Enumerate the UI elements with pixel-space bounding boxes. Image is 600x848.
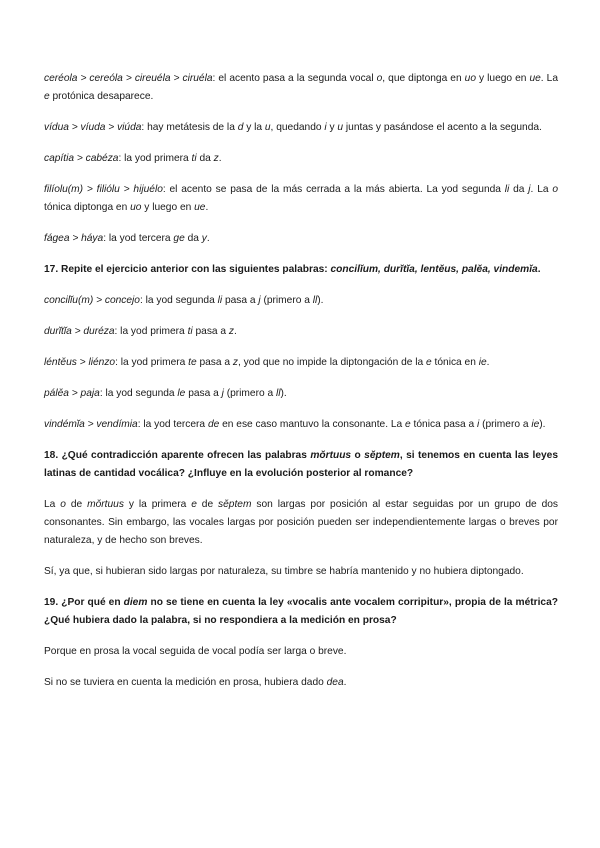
italic-text: capítia > cabéza: [44, 153, 119, 164]
text-segment: : la yod primera: [114, 326, 188, 337]
italic-text: ti: [187, 326, 193, 337]
text-segment: .: [343, 677, 347, 688]
text-segment: pasa a: [222, 295, 259, 306]
text-segment: tónica diptonga en: [44, 202, 131, 213]
text-segment: , que diptonga en: [382, 73, 465, 84]
text-segment: tónica pasa a: [410, 419, 477, 430]
answer-paragraph: [44, 150, 558, 168]
italic-text: uo: [130, 202, 142, 213]
italic-text: e: [405, 419, 411, 430]
italic-text: o: [60, 499, 66, 510]
text-segment: de: [65, 499, 88, 510]
italic-text: e: [191, 499, 197, 510]
italic-text: te: [188, 357, 197, 368]
text-segment: o: [351, 450, 365, 461]
italic-text: concilĭu(m) > concejo: [44, 295, 140, 306]
italic-text: j: [221, 388, 224, 399]
italic-text: vídua > víuda > viúda: [44, 122, 142, 133]
italic-text: u: [264, 122, 271, 133]
text-segment: : la yod segunda: [139, 295, 218, 306]
text-segment: Si no se tuviera en cuenta la medición en prosa, hubiera dado: [44, 677, 327, 688]
italic-text: ti: [191, 153, 197, 164]
text-segment: ).: [317, 295, 324, 306]
italic-text: durĭtĭa > duréza: [44, 326, 115, 337]
text-segment: (primero a: [223, 388, 276, 399]
text-segment: pasa a: [196, 357, 233, 368]
answer-paragraph: [44, 119, 558, 137]
text-segment: : hay metátesis de la: [141, 122, 238, 133]
text-segment: y la: [243, 122, 265, 133]
italic-text: o: [552, 184, 559, 195]
italic-text: i: [324, 122, 327, 133]
italic-text: z: [228, 326, 234, 337]
text-segment: .: [205, 202, 209, 213]
italic-text: y: [201, 233, 207, 244]
text-segment: .: [234, 326, 237, 337]
text-segment: juntas y pasándose el acento a la segunda.: [343, 122, 542, 133]
text-segment: , quedando: [270, 122, 325, 133]
italic-text: filíolu(m) > filiólu > hijuélo: [44, 184, 163, 195]
question-heading: [44, 447, 558, 483]
italic-text: u: [337, 122, 344, 133]
italic-text: mŏrtuus: [310, 450, 352, 461]
italic-text: ue: [529, 73, 541, 84]
text-segment: .: [537, 264, 541, 275]
text-segment: , si tenemos en cuenta las leyes latinas de cantidad vocálica? ¿Influye en la evolución posterior al romance?: [44, 450, 558, 479]
italic-text: de: [207, 419, 220, 430]
italic-text: mŏrtuus: [87, 499, 124, 510]
text-segment: son largas por posición al estar seguidas por un grupo de dos consonantes. Sin embargo, las vocales largas por posición pueden ser independientemente largas o breves por naturaleza, y de hecho son breves.: [44, 499, 559, 546]
question-heading: [44, 594, 558, 630]
text-segment: . La: [540, 73, 558, 84]
text-segment: (primero a: [479, 419, 532, 430]
text-segment: protónica desaparece.: [49, 91, 154, 102]
italic-text: ceréola > cereóla > cireuéla > ciruéla: [44, 73, 213, 84]
text-segment: La: [44, 499, 61, 510]
text-segment: .: [206, 233, 210, 244]
text-segment: : la yod primera: [115, 357, 189, 368]
italic-text: ge: [173, 233, 185, 244]
italic-text: pálĕa > paja: [44, 388, 100, 399]
italic-text: i: [476, 419, 480, 430]
text-segment: : el acento se pasa de la más cerrada a la más abierta. La yod segunda: [162, 184, 505, 195]
answer-paragraph: [44, 385, 558, 403]
answer-paragraph: [44, 674, 558, 692]
text-segment: en ese caso mantuvo la consonante. La: [219, 419, 406, 430]
text-segment: pasa a: [185, 388, 222, 399]
answer-paragraph: [44, 496, 558, 550]
italic-text: d: [237, 122, 244, 133]
italic-text: li: [217, 295, 223, 306]
italic-text: e: [44, 91, 50, 102]
text-segment: da: [184, 233, 202, 244]
italic-text: z: [213, 153, 219, 164]
italic-text: o: [376, 73, 383, 84]
text-segment: . La: [530, 184, 553, 195]
text-segment: y luego en: [476, 73, 530, 84]
italic-text: léntĕus > liénzo: [44, 357, 116, 368]
italic-text: uo: [464, 73, 476, 84]
italic-text: ue: [194, 202, 206, 213]
answer-paragraph: [44, 416, 558, 434]
text-segment: .: [218, 153, 222, 164]
text-segment: da: [509, 184, 529, 195]
text-segment: da: [196, 153, 214, 164]
text-segment: tónica en: [431, 357, 479, 368]
text-segment: ).: [539, 419, 546, 430]
text-segment: Sí, ya que, si hubieran sido largas por naturaleza, su timbre se habría mantenido y no hubiera diptongado.: [44, 566, 524, 577]
text-segment: , yod que no impide la diptongación de la: [237, 357, 427, 368]
italic-text: j: [528, 184, 531, 195]
text-segment: : el acento pasa a la segunda vocal: [212, 73, 377, 84]
answer-paragraph: [44, 323, 558, 341]
text-segment: no se tiene en cuenta la ley «vocalis ante vocalem corripitur», propia de la métrica? ¿Qué hubiera dado la palabra, si no respondiera a la medición en prosa?: [44, 597, 558, 626]
text-segment: de: [196, 499, 219, 510]
text-segment: : la yod primera: [118, 153, 192, 164]
text-segment: pasa a: [192, 326, 229, 337]
italic-text: ie: [531, 419, 540, 430]
italic-text: fágea > háya: [44, 233, 104, 244]
italic-text: j: [258, 295, 261, 306]
answer-paragraph: [44, 181, 558, 217]
text-segment: y: [326, 122, 338, 133]
document-page: [44, 70, 558, 705]
text-segment: Porque en prosa la vocal seguida de vocal podía ser larga o breve.: [44, 646, 347, 657]
answer-paragraph: [44, 292, 558, 310]
italic-text: sĕptem: [218, 499, 252, 510]
italic-text: ie: [478, 357, 487, 368]
answer-paragraph: [44, 70, 558, 106]
text-segment: ).: [280, 388, 287, 399]
text-segment: : la yod segunda: [99, 388, 178, 399]
italic-text: dea: [326, 677, 344, 688]
italic-text: ll: [312, 295, 318, 306]
question-heading: [44, 261, 558, 279]
italic-text: ll: [275, 388, 281, 399]
text-segment: y la primera: [123, 499, 192, 510]
italic-text: diem: [123, 597, 148, 608]
italic-text: sĕptem: [364, 450, 400, 461]
text-segment: .: [486, 357, 490, 368]
answer-paragraph: [44, 354, 558, 372]
text-segment: 18. ¿Qué contradicción aparente ofrecen las palabras: [44, 450, 311, 461]
answer-paragraph: [44, 230, 558, 248]
text-segment: y luego en: [141, 202, 195, 213]
italic-text: e: [426, 357, 432, 368]
answer-paragraph: [44, 643, 558, 661]
text-segment: 19. ¿Por qué en: [44, 597, 124, 608]
answer-paragraph: [44, 563, 558, 581]
italic-text: li: [504, 184, 510, 195]
text-segment: : la yod tercera: [103, 233, 174, 244]
italic-text: z: [232, 357, 238, 368]
italic-text: le: [177, 388, 186, 399]
text-segment: (primero a: [260, 295, 313, 306]
italic-text: concilĭum, durĭtĭa, lentĕus, palĕa, vindemĭa: [330, 264, 538, 275]
text-segment: : la yod tercera: [137, 419, 208, 430]
text-segment: 17. Repite el ejercicio anterior con las siguientes palabras:: [44, 264, 331, 275]
italic-text: vindémĭa > vendímia: [44, 419, 138, 430]
